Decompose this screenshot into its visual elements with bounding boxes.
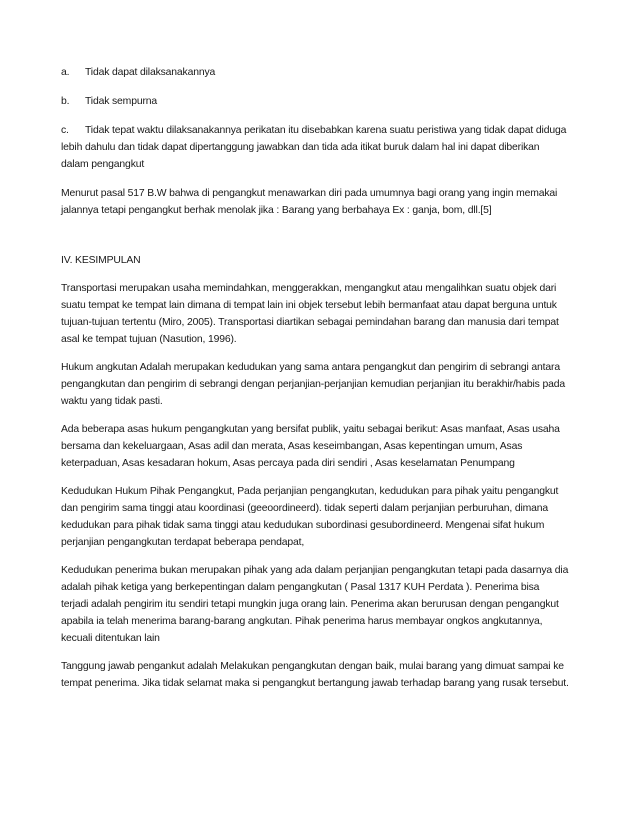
list-item-text: Tidak sempurna: [85, 96, 158, 107]
list-item-text: Tidak dapat dilaksanakannya: [85, 67, 216, 78]
paragraph-hukum-angkutan: Hukum angkutan Adalah merupakan kedudukan yang sama antara pengangkut dan pengirim di sebrangi antara pengangkutan dan pengirim di sebrangi dengan perjanjian-perjanjian kemudian perjanjian itu berakhir/habis pada waktu yang tidak pasti.: [61, 362, 565, 407]
section-heading: IV. KESIMPULAN: [61, 255, 141, 266]
paragraph-kedudukan-pengangkut: Kedudukan Hukum Pihak Pengangkut, Pada perjanjian pengangkutan, kedudukan para pihak yaitu pengangkut dan pengirim sama tinggi atau koordinasi (geeoordineerd). tidak seperti dalam perjanjian perburuhan, dimana kedudukan para pihak tidak sama tinggi atau kedudukan subordinasi gesubordineerd. Mengenai sifat hukum perjanjian pengangkutan terdapat beberapa pendapat,: [61, 486, 559, 548]
list-marker: a.: [61, 67, 70, 78]
paragraph-transportasi: Transportasi merupakan usaha memindahkan, menggerakkan, mengangkut atau mengalihkan suatu objek dari suatu tempat ke tempat lain dimana di tempat lain ini objek tersebut lebih bermanfaat atau dapat berguna untuk tujuan-tujuan tertentu (Miro, 2005). Transportasi diartikan sebagai pemindahan barang dan manusia dari tempat asal ke tempat tujuan (Nasution, 1996).: [61, 283, 559, 345]
paragraph-kedudukan-penerima: Kedudukan penerima bukan merupakan pihak yang ada dalam perjanjian pengangkutan tetapi pada dasarnya dia adalah pihak ketiga yang berkepentingan dalam pengangkutan ( Pasal 1317 KUH Perdata ). Penerima bisa terjadi adalah pengirim itu sendiri tetapi mungkin juga orang lain. Penerima akan berurusan dengan pengangkut apabila ia telah menerima barang-barang angkutan. Pihak penerima harus membayar ongkos angkutannya, kecuali ditentukan lain: [61, 565, 569, 644]
section-spacer: [61, 230, 569, 252]
list-marker: c.: [61, 125, 69, 136]
list-item-a: [61, 64, 569, 81]
list-item-b: [61, 93, 569, 110]
intro-paragraph: Menurut pasal 517 B.W bahwa di pengangkut menawarkan diri pada umumnya bagi orang yang ingin memakai jalannya tetapi pengangkut berhak menolak jika : Barang yang berbahaya Ex : ganja, bom, dll.[5]: [61, 188, 558, 216]
list-marker: b.: [61, 96, 70, 107]
document-body: [61, 64, 569, 703]
list-item-c: [61, 122, 569, 173]
paragraph-tanggung-jawab: Tanggung jawab pengankut adalah Melakukan pengangkutan dengan baik, mulai barang yang dimuat sampai ke tempat penerima. Jika tidak selamat maka si pengangkut bertangung jawab terhadap barang yang rusak tersebut.: [61, 661, 569, 689]
paragraph-asas-hukum: Ada beberapa asas hukum pengangkutan yang bersifat publik, yaitu sebagai berikut: Asas manfaat, Asas usaha bersama dan kekeluargaan, Asas adil dan merata, Asas keseimbangan, Asas kepentingan umum, Asas keterpaduan, Asas kesadaran hokum, Asas percaya pada diri sendiri , Asas keselamatan Penumpang: [61, 424, 560, 469]
list-item-text: Tidak tepat waktu dilaksanakannya perikatan itu disebabkan karena suatu peristiwa yang tidak dapat diduga lebih dahulu dan tidak dapat dipertanggung jawabkan dan tida ada itikat buruk dalam hal ini dapat diberikan dalam pengangkut: [61, 125, 567, 170]
